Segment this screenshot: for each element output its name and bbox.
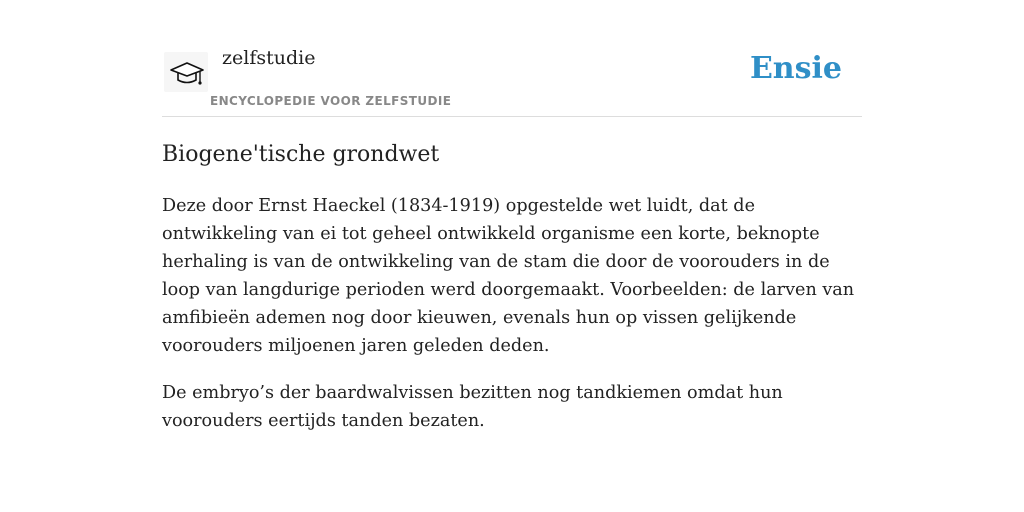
article-paragraph: Deze door Ernst Haeckel (1834-1919) opgestelde wet luidt, dat de ontwikkeling van ei tot geheel ontwikkeld organisme een korte, beknopte herhaling is van de ontwikkeling van de stam die door de voorouders in de loop van langdurige perioden werd doorgemaakt. Voorbeelden: de larven van amfibieën ademen nog door kieuwen, evenals hun op vissen gelijkende voorouders miljoenen jaren geleden deden. (162, 196, 855, 356)
logo[interactable] (164, 52, 208, 92)
site-header (162, 40, 862, 117)
brand-tagline: ENCYCLOPEDIE VOOR ZELFSTUDIE (210, 94, 452, 108)
article-paragraph: De embryo’s der baardwalvissen bezitten nog tandkiemen omdat hun voorouders eertijds tanden bezaten. (162, 383, 783, 431)
article-body (162, 192, 862, 454)
graduation-cap-icon (169, 57, 205, 89)
ensie-logo-link[interactable]: Ensie (749, 51, 842, 86)
article-title: Biogene'tische grondwet (162, 142, 440, 167)
brand-name[interactable]: zelfstudie (222, 47, 316, 69)
